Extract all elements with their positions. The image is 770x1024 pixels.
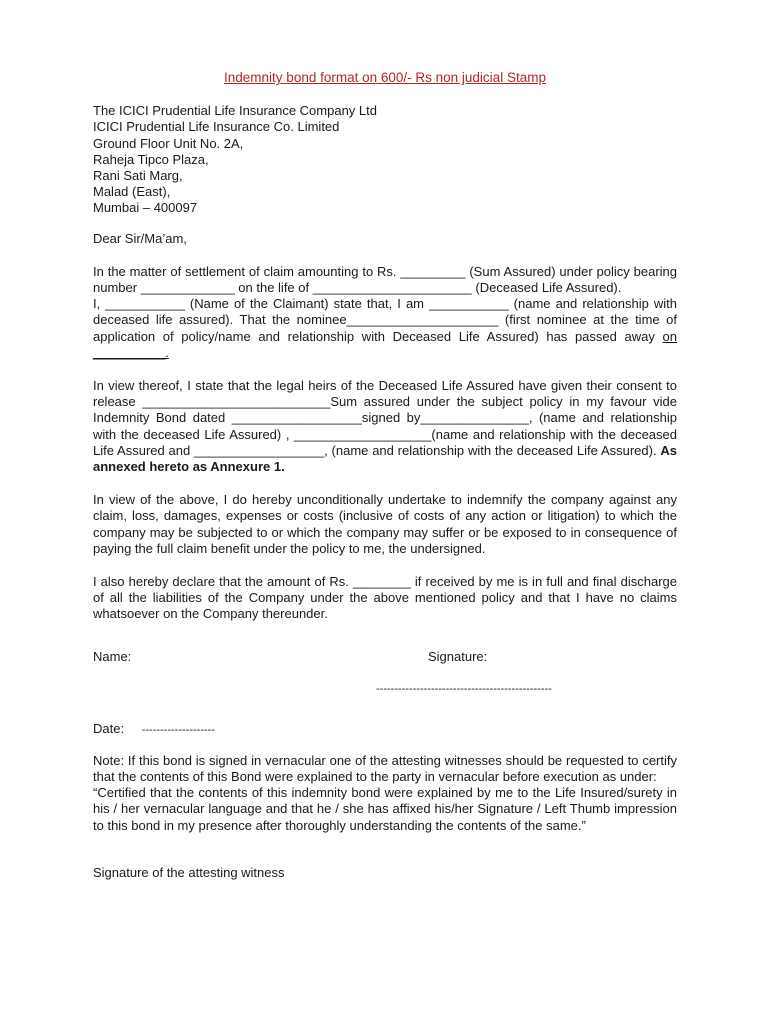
address-line: Mumbai – 400097 bbox=[93, 200, 198, 216]
date-line: -------------------- bbox=[141, 723, 215, 736]
legal-heirs-text: In view thereof, I state that the legal heirs of the Deceased Life Assured have given their consent to release __________________________Sum assured under the subject policy in my favour vide Indemnity Bond dated __________________signed by_______________, (name and relationship with the deceased Life Assured) , ___________________(name and relationship with the deceased Life Assured and __________________, (name and relationship with the deceased Life Assured). bbox=[93, 378, 677, 458]
address-line: Ground Floor Unit No. 2A, bbox=[93, 135, 244, 151]
date-label: Date: bbox=[93, 720, 125, 736]
address-line: ICICI Prudential Life Insurance Co. Limited bbox=[93, 119, 340, 135]
paragraph-claimant-statement bbox=[93, 296, 677, 361]
address-block bbox=[93, 103, 677, 216]
signature-label: Signature: bbox=[428, 648, 488, 664]
document-page bbox=[93, 70, 677, 881]
address-line: Malad (East), bbox=[93, 184, 171, 200]
signature-row bbox=[93, 648, 677, 695]
paragraph-claim-amount: In the matter of settlement of claim amounting to Rs. _________ (Sum Assured) under policy bearing number _____________ on the life of ______________________ (Deceased Life Assured). bbox=[93, 263, 677, 296]
claimant-statement-text: I, ___________ (Name of the Claimant) state that, I am ___________ (name and relationship with deceased life assured). That the nominee_____________________ (first nominee at the time of application of policy/name and relationship with Deceased Life Assured) has passed away bbox=[93, 296, 677, 344]
attesting-witness-signature: Signature of the attesting witness bbox=[93, 864, 285, 880]
document-title: Indemnity bond format on 600/- Rs non judicial Stamp bbox=[224, 70, 546, 85]
note-text: Note: If this bond is signed in vernacular one of the attesting witnesses should be requested to certify that the contents of this Bond were explained to the party in vernacular before execution as under: bbox=[93, 752, 677, 784]
paragraph-claim-settlement bbox=[93, 264, 677, 361]
note-block bbox=[93, 753, 677, 834]
address-line: Rani Sati Marg, bbox=[93, 168, 183, 184]
paragraph-legal-heirs bbox=[93, 378, 677, 475]
paragraph-indemnity-undertaking: In view of the above, I do hereby unconditionally undertake to indemnify the company against any claim, loss, damages, expenses or costs (inclusive of costs of any action or litigation) to which the company may be subjected to or which the company may suffer or be exposed to in consequence of paying the full claim benefit under the policy to me, the undersigned. bbox=[93, 492, 677, 556]
annexure-reference: As annexed hereto as Annexure 1. bbox=[93, 442, 677, 475]
address-line: The ICICI Prudential Life Insurance Company Ltd bbox=[93, 103, 377, 119]
certification-text: “Certified that the contents of this indemnity bond were explained by me to the Life Insured/surety in his / her vernacular language and that he / she has affixed his/her Signature / Left Thumb impression to this bond in my presence after thoroughly understanding the contents of the same.” bbox=[93, 785, 677, 833]
name-label: Name: bbox=[93, 648, 132, 664]
address-line: Raheja Tipco Plaza, bbox=[93, 151, 209, 167]
date-row bbox=[93, 721, 677, 737]
passed-away-date: on __________. bbox=[93, 328, 677, 360]
paragraph-declaration: I also hereby declare that the amount of Rs. ________ if received by me is in full and final discharge of all the liabilities of the Company under the above mentioned policy and that I have no claims whatsoever on the Company thereunder. bbox=[93, 574, 677, 622]
signature-line: ------------------------------------------------ bbox=[376, 682, 552, 695]
salutation: Dear Sir/Ma’am, bbox=[93, 230, 187, 246]
